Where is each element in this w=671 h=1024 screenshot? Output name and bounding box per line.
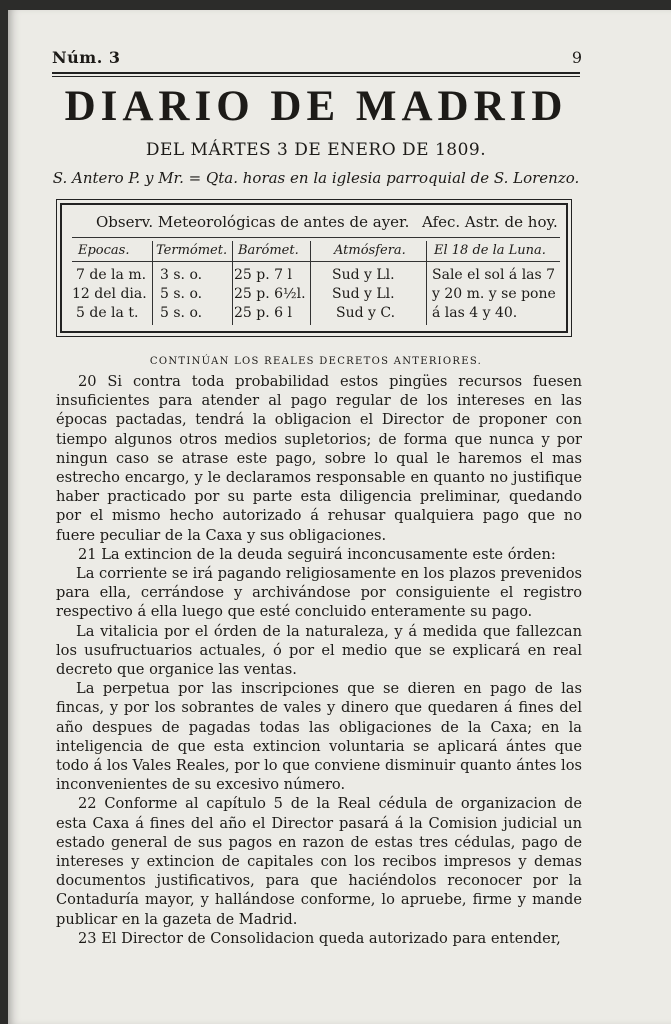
table-cell: 25 p. 6 l <box>234 305 292 321</box>
table-divider <box>72 237 560 238</box>
table-cell: 25 p. 6½l. <box>234 286 306 302</box>
table-cell: 5 de la t. <box>76 305 139 321</box>
table-cell: Sud y C. <box>336 305 396 321</box>
column-header-atmosfera: Atmósfera. <box>334 243 406 258</box>
paragraph: La vitalicia por el órden de la naturaleza, y á medida que fallezcan los usufructuarios actuales, ó por el medio que se explicará en real decreto que organice las ventas. <box>56 622 582 679</box>
table-cell: 3 s. o. <box>160 267 203 283</box>
table-divider <box>72 261 560 262</box>
column-rule <box>426 241 427 325</box>
paragraph: 20 Si contra toda probabilidad estos pingües recursos fuesen insuficientes para atender al pago regular de los intereses en las épocas pactadas, tendrá la obligacion el Director de proponer con tiempo algunos otros medios supletorios; de forma que nunca y por ningun caso se atrase este pago, sobre lo qual le haremos el mas estrecho encargo, y le declaramos responsable en quanto no justifique haber practicado por su parte esta diligencia preliminar, quedando por el mismo hecho autorizado á rehusar qualquiera pago que no fuere peculiar de la Caxa y sus obligaciones. <box>56 373 582 544</box>
paragraph: La perpetua por las inscripciones que se dieren en pago de las fincas, y por los sobrantes de vales y dinero que quedaren á fines del año despues de pagadas todas las obligaciones de la Caxa; en la inteligencia de que esta extincion voluntaria se aplicará ántes que todo á los Vales Reales, por lo que conviene disminuir quanto ántes los inconvenientes de su excesivo número. <box>56 680 582 794</box>
newspaper-title: DIARIO DE MADRID <box>64 83 568 130</box>
column-rule <box>310 241 311 325</box>
moon-text-line: Sale el sol á las 7 <box>432 267 556 283</box>
astronomy-heading: Afec. Astr. de hoy. <box>422 213 558 231</box>
table-cell: 7 de la m. <box>76 267 147 283</box>
meteorological-table <box>60 203 568 333</box>
table-cell: Sud y Ll. <box>332 267 395 283</box>
column-rule <box>232 241 233 325</box>
page-number: 9 <box>571 48 582 67</box>
table-cell: 5 s. o. <box>160 286 203 302</box>
section-heading: CONTINÚAN LOS REALES DECRETOS ANTERIORES. <box>149 356 483 367</box>
column-header-barometro: Barómet. <box>238 243 299 258</box>
saint-of-day-line: S. Antero P. y Mr. = Qta. horas en la iglesia parroquial de S. Lorenzo. <box>52 169 580 187</box>
masthead-top-rule <box>52 72 580 77</box>
paragraph: 21 La extincion de la deuda seguirá inconcusamente este órden: <box>78 545 556 563</box>
table-cell: 25 p. 7 l <box>234 267 292 283</box>
article-body <box>56 372 582 948</box>
newspaper-page <box>8 10 671 1024</box>
paragraph: 23 El Director de Consolidacion queda autorizado para entender, <box>78 929 561 947</box>
column-header-termometro: Termómet. <box>156 243 228 258</box>
issue-number: Núm. 3 <box>52 48 121 67</box>
table-cell: 12 del dia. <box>72 286 147 302</box>
paragraph: La corriente se irá pagando religiosamente en los plazos prevenidos para ella, cerrándose y archivándose por consiguiente el registro respectivo á ella luego que esté concluido enteramente su pago. <box>56 565 582 621</box>
column-header-luna: El 18 de la Luna. <box>434 243 546 258</box>
table-cell: 5 s. o. <box>160 305 203 321</box>
date-line: DEL MÁRTES 3 DE ENERO DE 1809. <box>145 140 487 160</box>
moon-text-line: á las 4 y 40. <box>432 305 518 321</box>
column-header-epocas: Epocas. <box>78 243 130 258</box>
masthead-top-row <box>52 48 582 72</box>
paragraph: 22 Conforme al capítulo 5 de la Real cédula de organizacion de esta Caxa á fines del año el Director pasará á la Comision judicial un estado general de sus pagos en razon de estas tres cédulas, pago de intereses y extincion de capitales con los recibos impresos y demas documentos justificativos, para que haciéndolos reconocer por la Contaduría mayor, y hallándose conforme, lo apruebe, firme y mande publicar en la gazeta de Madrid. <box>56 795 582 928</box>
table-cell: Sud y Ll. <box>332 286 395 302</box>
column-rule <box>152 241 153 325</box>
moon-text-line: y 20 m. y se pone <box>432 286 556 302</box>
observations-heading: Observ. Meteorológicas de antes de ayer. <box>96 213 410 231</box>
